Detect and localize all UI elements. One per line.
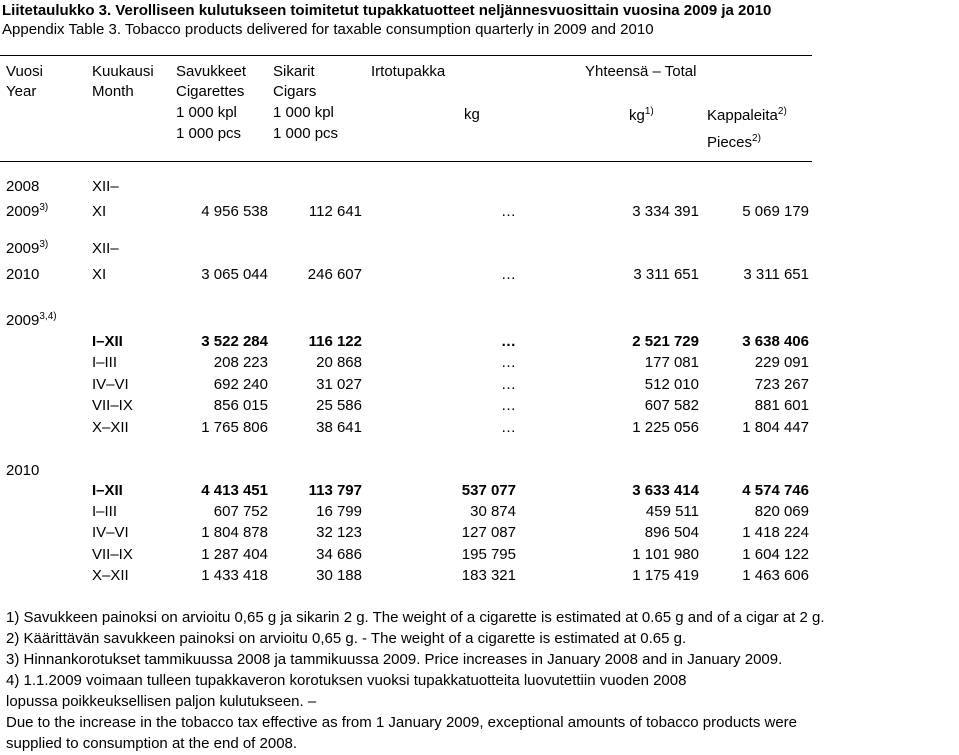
- cell-irto: …: [501, 397, 516, 414]
- cell-sav: 607 752: [213, 503, 268, 520]
- row-month: XII–: [92, 178, 119, 195]
- header-irtotupakka: Irtotupakka: [371, 63, 446, 80]
- cell-pcs: 3 311 651: [743, 266, 809, 283]
- header-savukkeet-unit-kpl: 1 000 kpl: [176, 104, 237, 121]
- cell-pcs: 1 804 447: [742, 419, 809, 436]
- row-year: 2010: [6, 266, 40, 283]
- row-month: I–XII: [92, 333, 123, 350]
- cell-irto: …: [501, 266, 516, 283]
- row-month: VII–IX: [92, 546, 133, 563]
- row-month: I–III: [92, 354, 118, 371]
- cell-irto: …: [501, 376, 516, 393]
- header-vuosi: Vuosi: [6, 63, 43, 80]
- header-sikarit-unit-kpl: 1 000 kpl: [273, 104, 334, 121]
- cell-sav: 1 765 806: [201, 419, 268, 436]
- row-month: XII–: [92, 240, 119, 257]
- cell-pcs: 1 463 606: [742, 567, 809, 584]
- row-year: 2009$^{3,4)}$: [6, 311, 57, 329]
- row-month: VII–IX: [92, 397, 133, 414]
- cell-sik: 20 868: [316, 354, 362, 371]
- header-cigarettes: Cigarettes: [176, 83, 245, 100]
- row-year: 2009$^{3)}$: [6, 202, 49, 220]
- footnote-4-line-2: lopussa poikkeuksellisen paljon kulutukseen. –: [6, 693, 317, 710]
- cell-sav: 856 015: [213, 397, 268, 414]
- row-month: X–XII: [92, 567, 129, 584]
- header-month: Month: [92, 83, 134, 100]
- cell-sav: 4 413 451: [201, 482, 268, 499]
- cell-pcs: 229 091: [754, 354, 809, 371]
- header-sikarit: Sikarit: [273, 63, 315, 80]
- row-year: 2009$^{3)}$: [6, 239, 49, 257]
- footnote-4-line-4: supplied to consumption at the end of 2008.: [6, 735, 298, 752]
- cell-sav: 3 065 044: [201, 266, 268, 283]
- row-month: XI: [92, 266, 107, 283]
- cell-sik: 246 607: [307, 266, 362, 283]
- header-year: Year: [6, 83, 37, 100]
- cell-irto: …: [501, 419, 516, 436]
- cell-sav: 1 804 878: [201, 524, 268, 541]
- cell-pcs: 1 418 224: [742, 524, 809, 541]
- cell-kg: 3 633 414: [632, 482, 699, 499]
- cell-kg: 512 010: [644, 376, 699, 393]
- row-month: X–XII: [92, 419, 129, 436]
- cell-sik: 112 641: [308, 203, 362, 220]
- row-month: I–XII: [92, 482, 123, 499]
- cell-pcs: 4 574 746: [742, 482, 809, 499]
- cell-sik: 30 188: [316, 567, 362, 584]
- title-line-2: Appendix Table 3. Tobacco products delivered for taxable consumption quarterly in 2009 and 2010: [2, 21, 654, 38]
- row-month: I–III: [92, 503, 118, 520]
- title-line-1: Liitetaulukko 3. Verolliseen kulutukseen toimitetut tupakkatuotteet neljännesvuosittain vuosina 2009 ja 2010: [2, 2, 772, 19]
- cell-sav: 4 956 538: [201, 203, 268, 220]
- footnote-4-line-1: 4) 1.1.2009 voimaan tulleen tupakkaveron korotuksen vuoksi tupakkatuotteita luovutettiin vuoden 2008: [6, 672, 687, 689]
- row-month: IV–VI: [92, 524, 129, 541]
- cell-pcs: 1 604 122: [742, 546, 809, 563]
- footnote-1: 1) Savukkeen painoksi on arvioitu 0,65 g ja sikarin 2 g. The weight of a cigarette is estimated at 0.65 g and of a cigar at 2 g.: [6, 609, 825, 626]
- row-month: XI: [92, 203, 107, 220]
- cell-irto: 183 321: [461, 567, 516, 584]
- header-savukkeet: Savukkeet: [176, 63, 247, 80]
- cell-sav: 3 522 284: [201, 333, 268, 350]
- cell-pcs: 3 638 406: [742, 333, 809, 350]
- cell-pcs: 881 601: [754, 397, 809, 414]
- cell-kg: 1 101 980: [632, 546, 699, 563]
- row-year: 2010: [6, 462, 40, 479]
- cell-kg: 459 511: [645, 503, 699, 520]
- cell-kg: 607 582: [644, 397, 699, 414]
- cell-sik: 34 686: [316, 546, 362, 563]
- cell-sik: 116 122: [308, 333, 362, 350]
- cell-sik: 113 797: [308, 482, 362, 499]
- header-total-kg: $kg^{1)}$: [629, 106, 654, 124]
- footnote-3: 3) Hinnankorotukset tammikuussa 2008 ja tammikuussa 2009. Price increases in January 2008 and in January 2009.: [6, 651, 783, 668]
- cell-sik: 32 123: [316, 524, 362, 541]
- cell-sav: 692 240: [213, 376, 268, 393]
- cell-pcs: 723 267: [754, 376, 809, 393]
- cell-kg: 2 521 729: [632, 333, 699, 350]
- cell-kg: 3 311 651: [633, 266, 699, 283]
- cell-irto: 537 077: [461, 482, 516, 499]
- cell-pcs: 820 069: [754, 503, 809, 520]
- cell-irto: 195 795: [461, 546, 516, 563]
- cell-kg: 177 081: [644, 354, 699, 371]
- cell-irto: …: [501, 203, 516, 220]
- header-yhteensa-total: Yhteensä – Total: [585, 63, 697, 80]
- cell-irto: 30 874: [470, 503, 516, 520]
- row-month: IV–VI: [92, 376, 129, 393]
- cell-sik: 16 799: [316, 503, 362, 520]
- header-kuukausi: Kuukausi: [92, 63, 154, 80]
- header-savukkeet-unit-pcs: 1 000 pcs: [176, 125, 242, 142]
- cell-sav: 1 433 418: [201, 567, 268, 584]
- cell-irto: …: [501, 333, 516, 350]
- cell-sav: 208 223: [213, 354, 268, 371]
- header-kappaleita: Kappaleita$^{2)}$: [707, 106, 787, 124]
- footnote-2: 2) Käärittävän savukkeen painoksi on arvioitu 0,65 g. - The weight of a cigarette is estimated at 0.65 g.: [6, 630, 687, 647]
- cell-kg: 1 225 056: [632, 419, 699, 436]
- cell-sik: 38 641: [316, 419, 362, 436]
- header-sikarit-unit-pcs: 1 000 pcs: [273, 125, 339, 142]
- header-irtotupakka-unit: kg: [464, 106, 480, 123]
- cell-kg: 3 334 391: [632, 203, 699, 220]
- cell-irto: …: [501, 354, 516, 371]
- cell-irto: 127 087: [461, 524, 516, 541]
- cell-kg: 1 175 419: [632, 567, 699, 584]
- cell-sav: 1 287 404: [201, 546, 268, 563]
- cell-kg: 896 504: [644, 524, 699, 541]
- header-cigars: Cigars: [273, 83, 317, 100]
- cell-sik: 25 586: [316, 397, 362, 414]
- header-pieces: Pieces$^{2)}$: [707, 133, 761, 151]
- footnote-4-line-3: Due to the increase in the tobacco tax effective as from 1 January 2009, exceptional amounts of tobacco products were: [6, 714, 798, 731]
- cell-sik: 31 027: [316, 376, 362, 393]
- row-year: 2008: [6, 178, 40, 195]
- cell-pcs: 5 069 179: [742, 203, 809, 220]
